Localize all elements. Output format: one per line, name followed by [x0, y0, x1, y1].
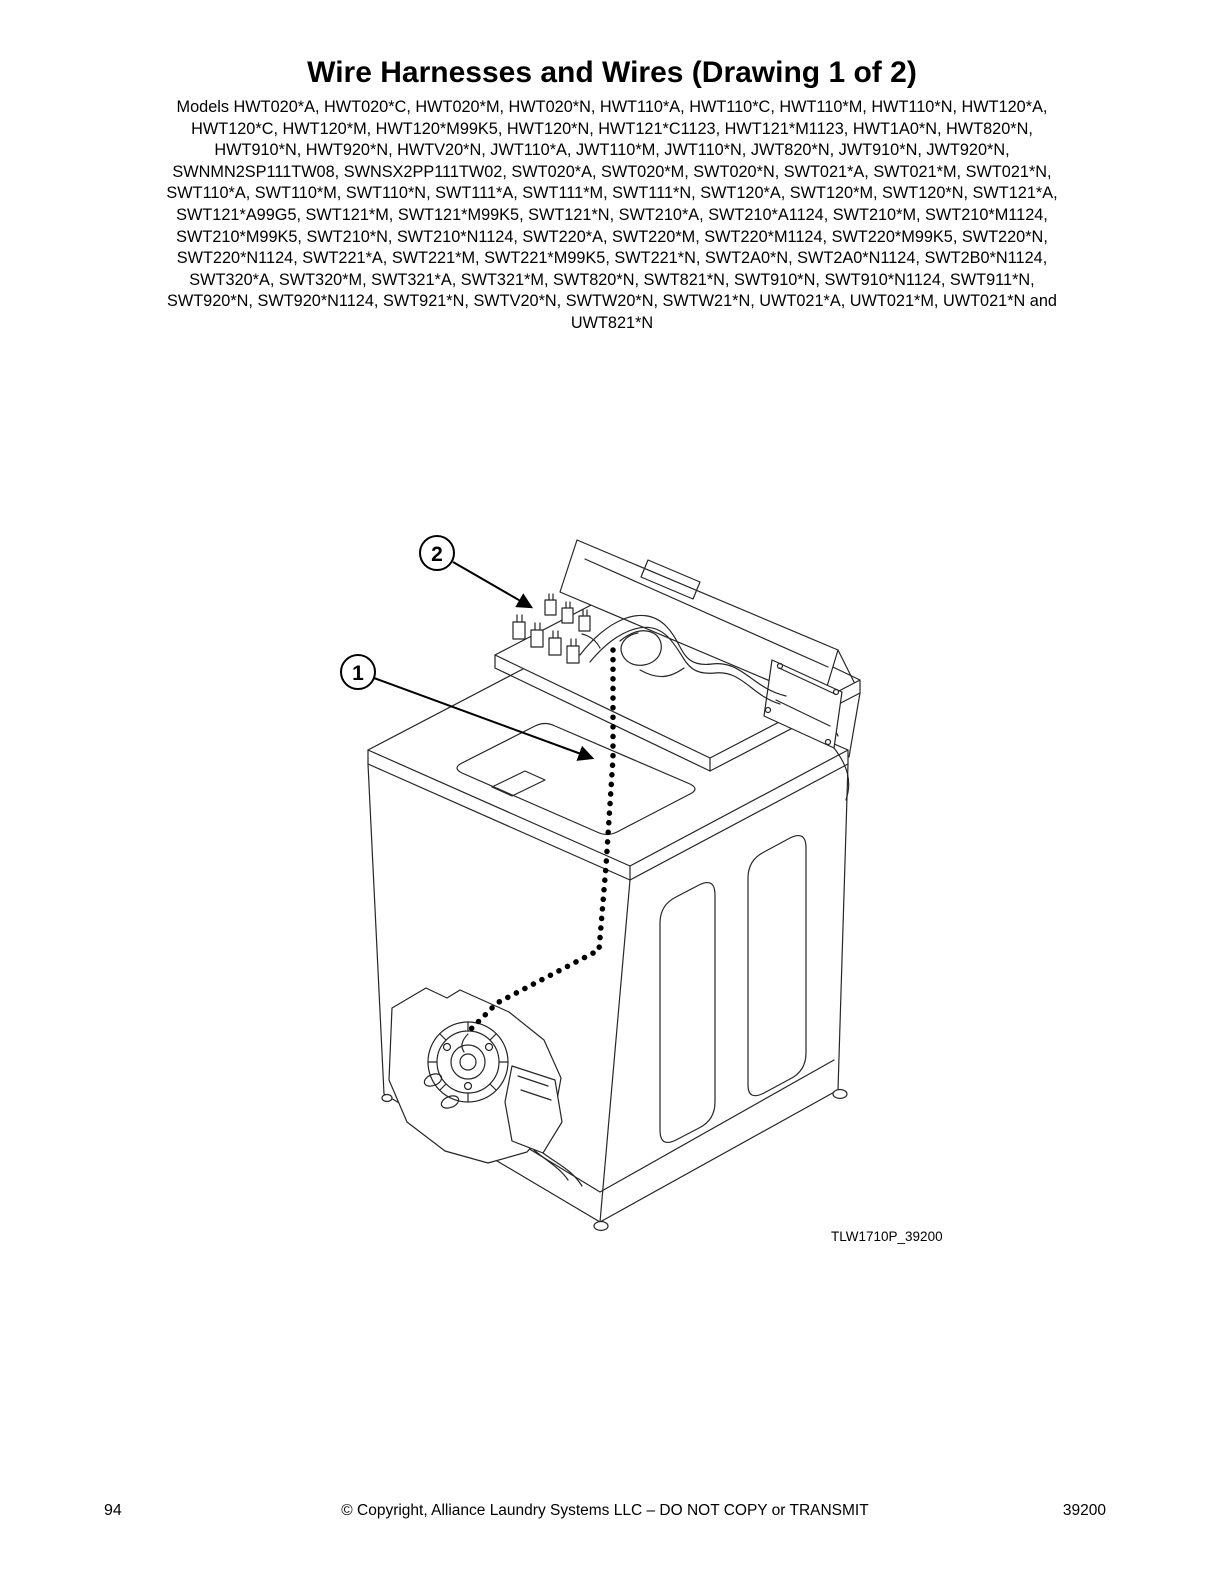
- models-line: SWT920*N, SWT920*N1124, SWT921*N, SWTV20*N, SWTW20*N, SWTW21*N, UWT021*A, UWT021*M, UWT021*N and: [167, 292, 1057, 311]
- models-list: [0, 97, 1224, 335]
- figure-code: TLW1710P_39200: [831, 1229, 943, 1244]
- callout-1-number: 1: [352, 662, 364, 685]
- pump-assembly: [389, 988, 582, 1186]
- models-line: SWT121*A99G5, SWT121*M, SWT121*M99K5, SWT121*N, SWT210*A, SWT210*A1124, SWT210*M, SWT210*M1124,: [176, 205, 1048, 224]
- page-title: Wire Harnesses and Wires (Drawing 1 of 2): [307, 56, 917, 89]
- models-line: HWT910*N, HWT920*N, HWTV20*N, JWT110*A, JWT110*M, JWT110*N, JWT820*N, JWT910*N, JWT920*N,: [214, 141, 1010, 160]
- callout-2-arrow: [453, 562, 531, 607]
- page-footer: [0, 1502, 1224, 1520]
- models-line: SWT210*M99K5, SWT210*N, SWT210*N1124, SWT220*A, SWT220*M, SWT220*M1124, SWT220*M99K5, SWT220*N,: [176, 227, 1048, 246]
- washer-exploded-diagram: [0, 470, 1224, 1300]
- models-line: HWT120*C, HWT120*M, HWT120*M99K5, HWT120*N, HWT121*C1123, HWT121*M1123, HWT1A0*N, HWT820*N,: [191, 119, 1033, 138]
- callout-2-number: 2: [431, 543, 443, 566]
- page-number: 94: [104, 1502, 122, 1519]
- models-line: SWT320*A, SWT320*M, SWT321*A, SWT321*M, SWT820*N, SWT821*N, SWT910*N, SWT910*N1124, SWT911*N,: [189, 270, 1035, 289]
- models-line: UWT821*N: [570, 313, 654, 332]
- models-line: Models HWT020*A, HWT020*C, HWT020*M, HWT020*N, HWT110*A, HWT110*C, HWT110*M, HWT110*N, HWT120*A,: [176, 98, 1048, 116]
- doc-number: 39200: [1062, 1502, 1106, 1519]
- models-line: SWT220*N1124, SWT221*A, SWT221*M, SWT221*M99K5, SWT221*N, SWT2A0*N, SWT2A0*N1124, SWT2B0*N1124,: [176, 249, 1048, 268]
- callout-2: [420, 536, 531, 607]
- models-line: SWNMN2SP111TW08, SWNSX2PP111TW02, SWT020*A, SWT020*M, SWT020*N, SWT021*A, SWT021*M, SWT021*N,: [172, 162, 1052, 181]
- models-line: SWT110*A, SWT110*M, SWT110*N, SWT111*A, SWT111*M, SWT111*N, SWT120*A, SWT120*M, SWT120*N, SWT121*A,: [166, 184, 1058, 203]
- copyright-notice: © Copyright, Alliance Laundry Systems LLC – DO NOT COPY or TRANSMIT: [341, 1502, 869, 1519]
